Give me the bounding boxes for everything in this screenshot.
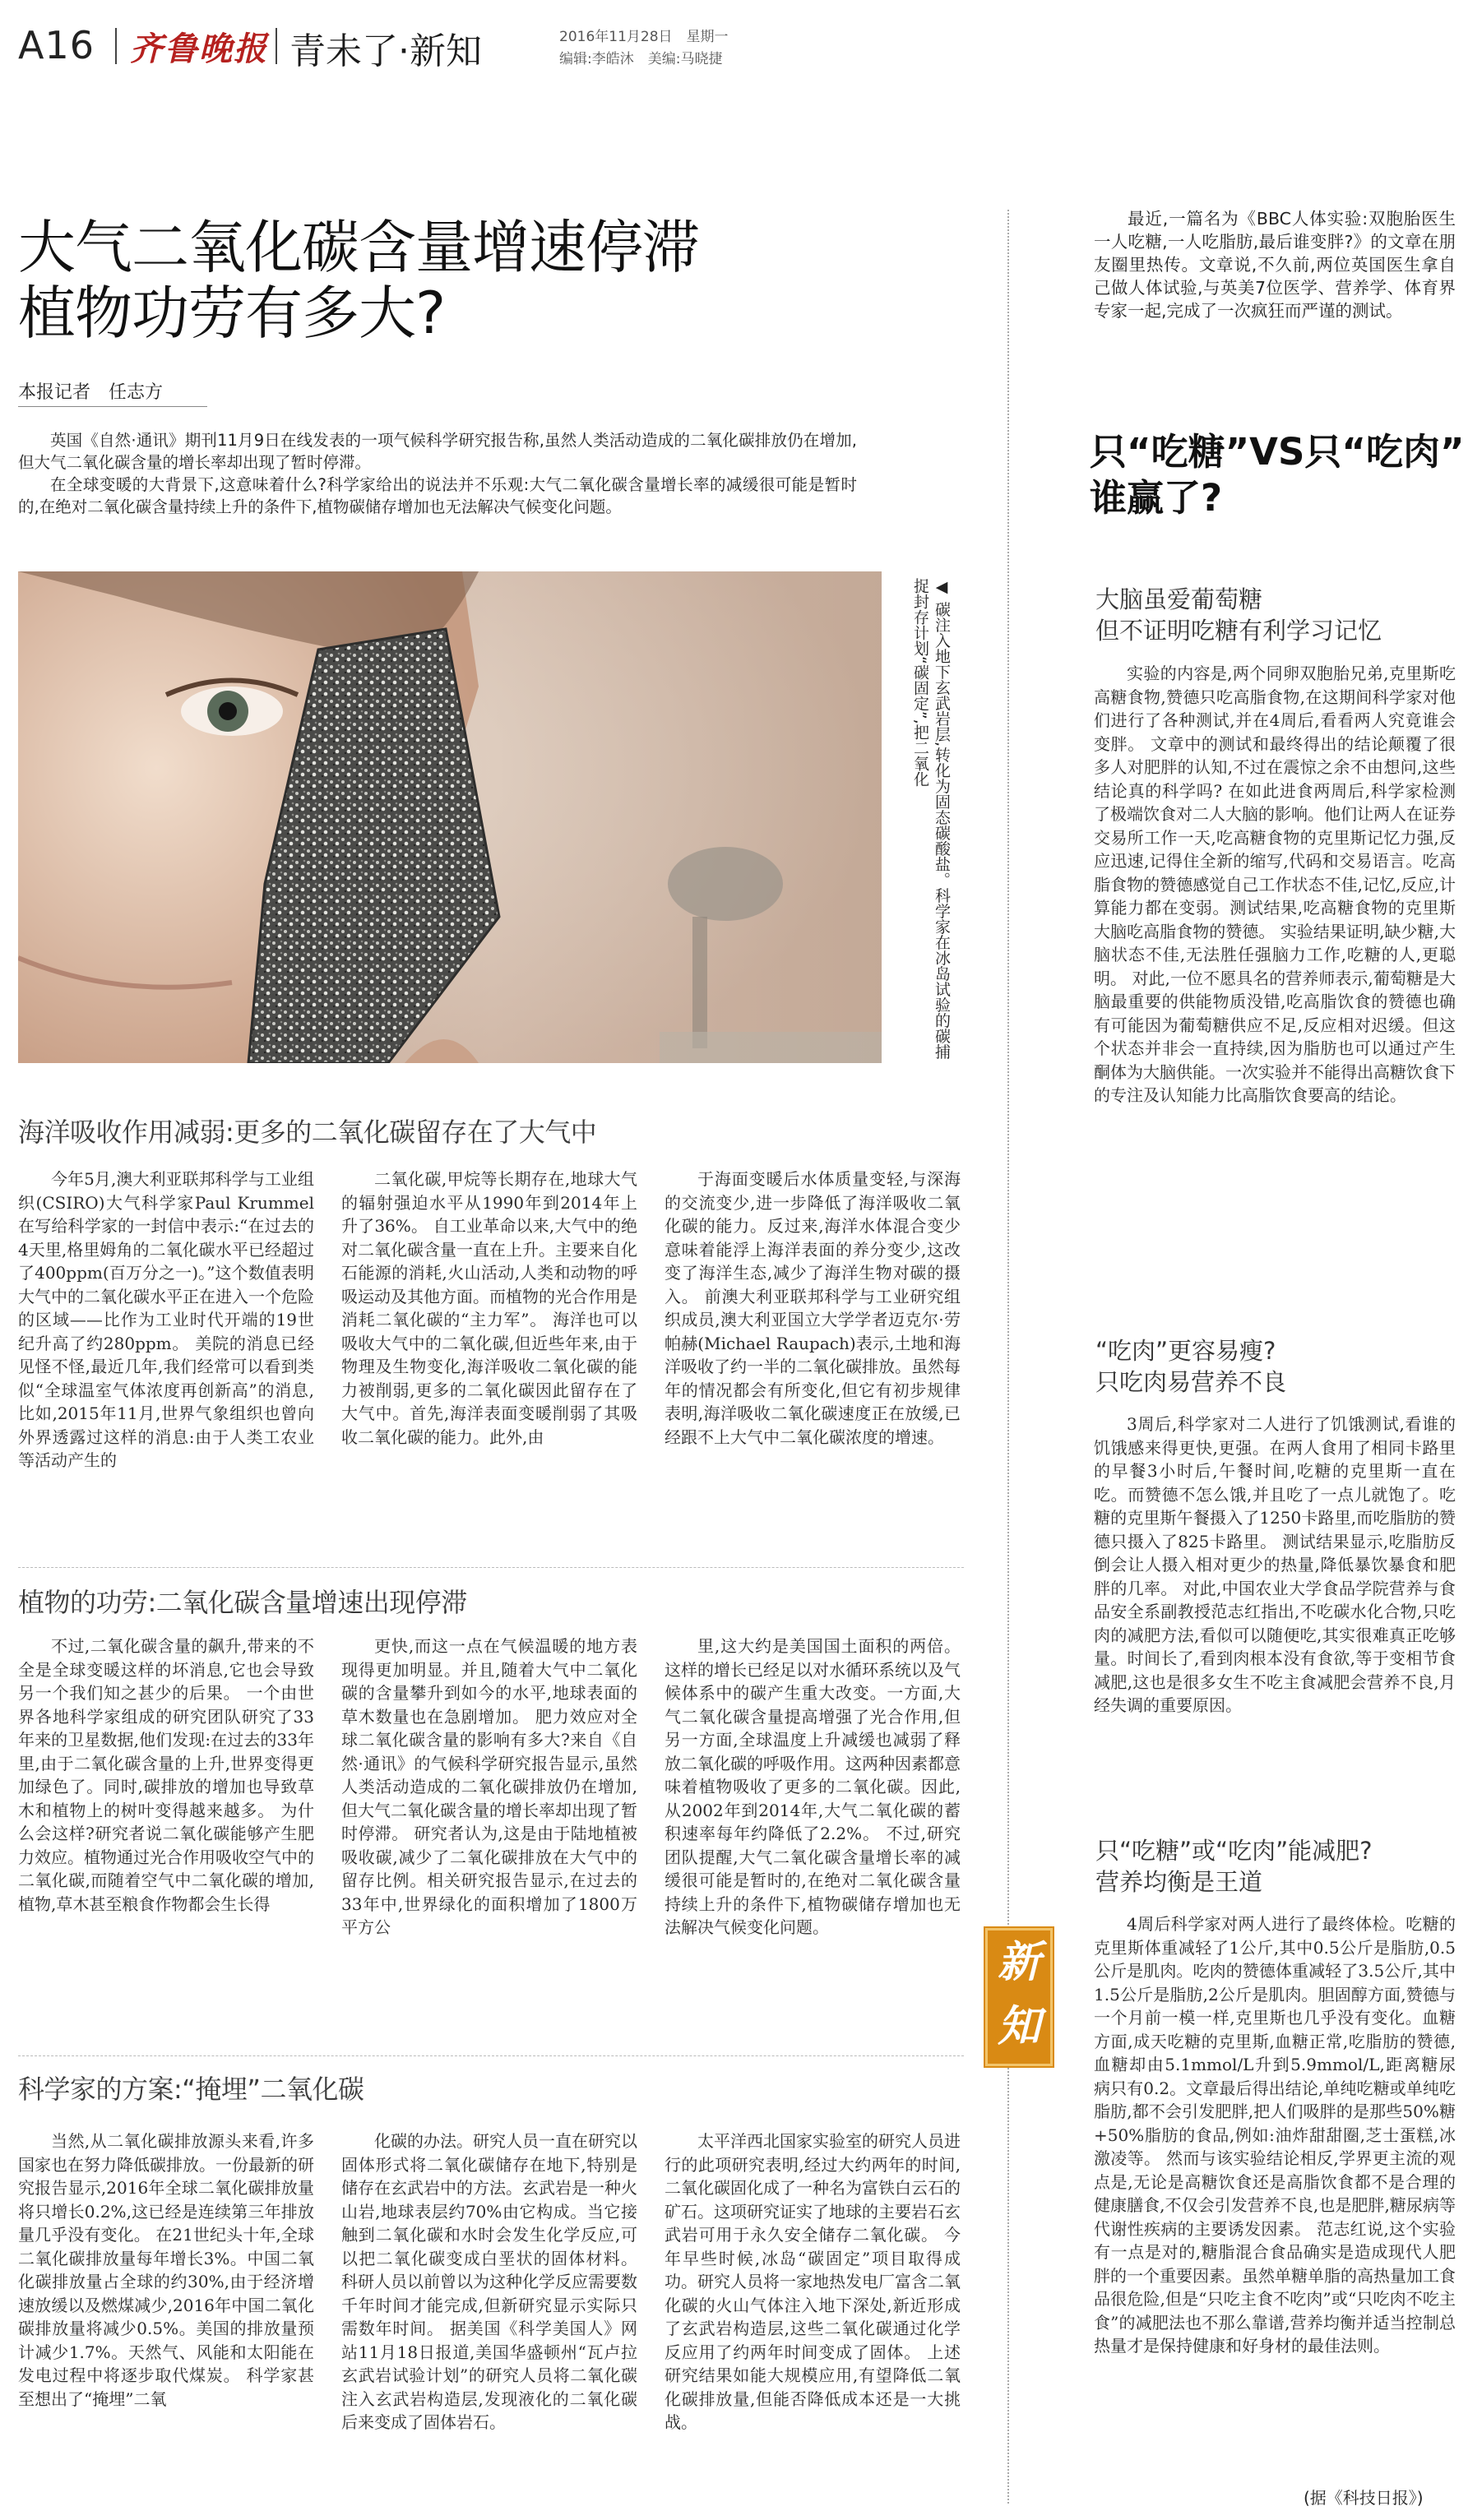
text-column [1094, 662, 1456, 1328]
paragraph: 当然,从二氧化碳排放源头来看,许多国家也在努力降低碳排放。一份最新的研究报告显示,2016年全球二氧化碳排放量将只增长0.2%,这已经是连续第三年排放量几乎没有变化。 在21世纪头十年,全球二氧化碳排放量每年增长3%。中国二氧化碳排放量占全球的约30%,由于经济增速放缓以及燃煤减少,2016年中国二氧化碳排放量将减少0.5%。美国的排放量预计减少1.7%。天然气、风能和太阳能在发电过程中将逐步取代煤炭。 科学家甚至想出了“掩埋”二氧 [18, 2131, 314, 2409]
subheading-line: 只“吃糖”或“吃肉”能减肥? [1095, 1837, 1373, 1865]
subheading-line: 大脑虽爱葡萄糖 [1095, 585, 1263, 613]
lead-paragraph: 英国《自然·通讯》期刊11月9日在线发表的一项气候科学研究报告称,虽然人类活动造成的二氧化碳排放仍在增加,但大气二氧化碳含量的增长率却出现了暂时停滞。 [18, 431, 857, 472]
section-rule [18, 2055, 964, 2056]
text-column [1094, 1413, 1456, 1824]
paragraph: 4周后科学家对两人进行了最终体检。吃糖的克里斯体重减轻了1公斤,其中0.5公斤是脂肪,0.5公斤是肌肉。吃肉的赞德体重减轻了3.5公斤,其中1.5公斤是脂肪,2公斤是肌肉。胆固醇方面,赞德与一个月前一模一样,克里斯也几乎没有变化。血糖方面,成天吃糖的克里斯,血糖正常,吃脂肪的赞德,血糖却由5.1mmol/L升到5.9mmol/L,距离糖尿病只有0.2。文章最后得出结论,单纯吃糖或单纯吃脂肪,都不会引发肥胖,把人们吸胖的是那些50%糖+50%脂肪的食品,例如:油炸甜甜圈,芝士蛋糕,冰激凌等。 然而与该实验结论相反,学界更主流的观点是,无论是高糖饮食还是高脂饮食都不是合理的健康膳食,不仅会引发营养不良,也是肥胖,糖尿病等代谢性疾病的主要诱发因素。 范志红说,这个实验有一点是对的,糖脂混合食品确实是造成现代人肥胖的一个重要因素。虽然单糖单脂的高热量加工食品很危险,但是“只吃主食不吃肉”或“只吃肉不吃主食”的减肥法也不那么靠谱,营养均衡并适当控制总热量才是保持健康和好身材的最佳法则。 [1094, 1914, 1456, 2356]
date-line: 2016年11月28日 星期一 [559, 29, 729, 45]
text-column [665, 1635, 961, 2041]
text-column [341, 2129, 637, 2499]
text-column [18, 1168, 314, 1546]
side-title-line2: 谁赢了? [1090, 476, 1223, 520]
subheading-line: 但不证明吃糖有利学习记忆 [1095, 617, 1382, 645]
source-credit: (据《科技日报》) [1304, 2488, 1424, 2508]
subheading [1095, 1335, 1286, 1398]
lead-paragraph: 在全球变暖的大背景下,这意味着什么?科学家给出的说法并不乐观:大气二氧化碳含量增长率的减缓很可能是暂时的,在绝对二氧化碳含量持续上升的条件下,植物碳储存增加也无法解决气候变化问题。 [18, 475, 857, 516]
caption-text: 碳注入地下玄武岩层,转化为固态碳酸盐。科学家在冰岛试验的碳捕捉封存计划“碳固定”,把二氧化 [911, 578, 951, 1060]
paragraph: 太平洋西北国家实验室的研究人员进行的此项研究表明,经过大约两年的时间,二氧化碳固化成了一种名为富铁白云石的矿石。这项研究证实了地球的主要岩石玄武岩可用于永久安全储存二氧化碳。 今年早些时候,冰岛“碳固定”项目取得成功。研究人员将一家地热发电厂富含二氧化碳的火山气体注入地下深处,新近形成了玄武岩构造层,这些二氧化碳通过化学反应用了约两年时间变成了固体。 上述研究结果如能大规模应用,有望降低二氧化碳排放量,但能否降低成本还是一大挑战。 [665, 2131, 961, 2432]
section-heading: 海洋吸收作用减弱:更多的二氧化碳留存在了大气中 [18, 1117, 597, 1148]
header-divider [276, 28, 277, 64]
article-photo [18, 571, 882, 1063]
paragraph: 化碳的办法。研究人员一直在研究以固体形式将二氧化碳储存在地下,特别是储存在玄武岩中的方法。玄武岩是一种火山岩,地球表层约70%由它构成。当它接触到二氧化碳和水时会发生化学反应,可以把二氧化碳变成白垩状的固体材料。 科研人员以前曾以为这种化学反应需要数千年时间才能完成,但新研究显示实际只需数年时间。 据美国《科学美国人》网站11月18日报道,美国华盛顿州“瓦卢拉玄武岩试验计划”的研究人员将二氧化碳注入玄武岩构造层,发现液化的二氧化碳后来变成了固体岩石。 [341, 2131, 637, 2432]
paragraph: 于海面变暖后水体质量变轻,与深海的交流变少,进一步降低了海洋吸收二氧化碳的能力。反过来,海洋水体混合变少意味着能浮上海洋表面的养分变少,这改变了海洋生态,减少了海洋生物对碳的摄入。 前澳大利亚联邦科学与工业研究组织成员,澳大利亚国立大学学者迈克尔·劳帕赫(Michael Raupach)表示,土地和海洋吸收了约一半的二氧化碳排放。虽然每年的情况都会有所变化,但它有初步规律表明,海洋吸收二氧化碳速度正在放缓,已经跟不上大气中二氧化碳浓度的增速。 [665, 1169, 961, 1447]
lead-paragraphs [18, 429, 857, 518]
section-badge [985, 1928, 1053, 2066]
subheading [1095, 1835, 1373, 1898]
text-column [341, 1635, 637, 2041]
paragraph: 实验的内容是,两个同卵双胞胎兄弟,克里斯吃高糖食物,赞德只吃高脂食物,在这期间科学家对他们进行了各种测试,并在4周后,看看两人究竟谁会变胖。 文章中的测试和最终得出的结论颠覆了很多人对肥胖的认知,不过在震惊之余不由想问,这些结论真的科学吗? 在如此进食两周后,科学家检测了极端饮食对二人大脑的影响。他们让两人在证券交易所工作一天,吃高糖食物的克里斯记忆力强,反应迅速,记得住全新的缩写,代码和交易语言。吃高脂食物的赞德感觉自己工作状态不佳,记忆,反应,计算能力都在变弱。测试结果,吃高糖食物的克里斯大脑吃高脂食物的赞德。 实验结果证明,缺少糖,大脑状态不佳,无法胜任强脑力工作,吃糖的人,更聪明。 对此,一位不愿具名的营养师表示,葡萄糖是大脑最重要的供能物质没错,吃高脂饮食的赞德也确有可能因为葡萄糖供应不足,反应相对迟缓。但这个状态并非会一直持续,因为脂肪也可以通过产生酮体为大脑供能。一次实验并不能得出高糖饮食下的专注及认知能力比高脂饮食要高的结论。 [1094, 664, 1456, 1105]
paragraph: 里,这大约是美国国土面积的两倍。这样的增长已经足以对水循环系统以及气候体系中的碳产生重大改变。一方面,大气二氧化碳含量提高增强了光合作用,但另一方面,全球温度上升减缓也减弱了释放二氧化碳的呼吸作用。这两种因素都意味着植物吸收了更多的二氧化碳。因此,从2002年到2014年,大气二氧化碳的蓄积速率每年约降低了2.2%。 不过,研究团队提醒,大气二氧化碳含量增长率的减缓很可能是暂时的,在绝对二氧化碳含量持续上升的条件下,植物碳储存增加也无法解决气候变化问题。 [665, 1636, 961, 1937]
paragraph: 更快,而这一点在气候温暖的地方表现得更加明显。并且,随着大气中二氧化碳的含量攀升到如今的水平,地球表面的草木数量也在急剧增加。 肥力效应对全球二氧化碳含量的影响有多大?来自《自然·通讯》的气候科学研究报告显示,虽然人类活动造成的二氧化碳排放仍在增加,但大气二氧化碳含量的增长率却出现了暂时停滞。 研究者认为,这是由于陆地植被吸收碳,减少了二氧化碳排放在大气中的留存比例。相关研究报告显示,在过去的33年中,世界绿化的面积增加了1800万平方公 [341, 1636, 637, 1937]
text-column [665, 2129, 961, 2499]
section-heading: 植物的功劳:二氧化碳含量增速出现停滞 [18, 1587, 467, 1618]
paragraph: 二氧化碳,甲烷等长期存在,地球大气的辐射强迫水平从1990年到2014年上升了36%。 自工业革命以来,大气中的绝对二氧化碳含量一直在上升。主要来自化石能源的消耗,火山活动,人类和动物的呼吸运动及其他方面。而植物的光合作用是消耗二氧化碳的“主力军”。 海洋也可以吸收大气中的二氧化碳,但近些年来,由于物理及生物变化,海洋吸收二氧化碳的能力被削弱,更多的二氧化碳因此留存在了大气中。首先,海洋表面变暖削弱了其吸收二氧化碳的能力。此外,由 [341, 1169, 637, 1447]
subheading-line: 只吃肉易营养不良 [1095, 1368, 1287, 1396]
badge-char: 知 [997, 2002, 1040, 2051]
photo-illustration [18, 571, 882, 1063]
editor-line: 编辑:李皓沐 美编:马晓捷 [559, 51, 723, 67]
subheading-line: 营养均衡是王道 [1095, 1868, 1263, 1896]
text-column [665, 1168, 961, 1546]
side-title-line1: 只“吃糖”VS只“吃肉” [1090, 430, 1465, 474]
paragraph: 今年5月,澳大利亚联邦科学与工业组织(CSIRO)大气科学家Paul Krummel在写给科学家的一封信中表示:“在过去的4天里,格里姆角的二氧化碳水平已经超过了400ppm(百万分之一)。”这个数值表明大气中的二氧化碳水平正在进入一个危险的区域——比作为工业时代开端的19世纪升高了约280ppm。 美院的消息已经见怪不怪,最近几年,我们经常可以看到类似“全球温室气体浓度再创新高”的消息,比如,2015年11月,世界气象组织也曾向外界透露过这样的消息:由于人类工农业等活动产生的 [18, 1169, 314, 1470]
photo-caption [903, 578, 952, 1071]
subheading-line: “吃肉”更容易瘦? [1095, 1337, 1276, 1365]
section-rule [18, 1567, 964, 1568]
column-separator [1007, 210, 1009, 2504]
article-title-line2: 植物功劳有多大? [18, 280, 446, 347]
paragraph: 3周后,科学家对二人进行了饥饿测试,看谁的饥饿感来得更快,更强。在两人食用了相同卡路里的早餐3小时后,午餐时间,吃糖的克里斯一直在吃。而赞德不怎么饿,并且吃了一点儿就饱了。吃糖的克里斯午餐摄入了1250卡路里,而吃脂肪的赞德只摄入了825卡路里。 测试结果显示,吃脂肪反倒会让人摄入相对更少的热量,降低暴饮暴食和肥胖的几率。 对此,中国农业大学食品学院营养与食品安全系副教授范志红指出,不吃碳水化合物,只吃肉的减肥方法,看似可以随便吃,其实很难真正吃够量。时间长了,看到肉根本没有食欲,等于变相节食减肥,这也是很多女生不吃主食减肥会营养不良,月经失调的重要原因。 [1094, 1414, 1456, 1715]
paragraph: 不过,二氧化碳含量的飙升,带来的不全是全球变暖这样的坏消息,它也会导致另一个我们知之甚少的后果。 一个由世界各地科学家组成的研究团队研究了33年来的卫星数据,他们发现:在过去的33年里,由于二氧化碳含量的上升,世界变得更加绿色了。同时,碳排放的增加也导致草木和植物上的树叶变得越来越多。 为什么会这样?研究者说二氧化碳能够产生肥力效应。植物通过光合作用吸收空气中的二氧化碳,而随着空气中二氧化碳的增加,植物,草木甚至粮食作物都会生长得 [18, 1636, 314, 1914]
text-column [1094, 1912, 1456, 2480]
section-heading: 科学家的方案:“掩埋”二氧化碳 [18, 2074, 364, 2105]
text-column [341, 1168, 637, 1546]
brand-logo: 齐鲁晚报 [130, 30, 268, 68]
side-intro: 最近,一篇名为《BBC人体实验:双胞胎医生一人吃糖,一人吃脂肪,最后谁变胖?》的文章在朋友圈里热传。文章说,不久前,两位英国医生拿自己做人体试验,与英美7位医学、营养学、体育界专家一起,完成了一次疯狂而严谨的测试。 [1094, 209, 1456, 321]
byline: 本报记者 任志方 [18, 382, 164, 403]
page-number: A16 [18, 23, 95, 67]
byline-rule [18, 406, 207, 407]
section-title: 青未了·新知 [289, 30, 482, 72]
article-title-line1: 大气二氧化碳含量增速停滞 [18, 214, 699, 281]
caption-arrow-icon: ◀ [933, 578, 951, 602]
text-column [18, 1635, 314, 2041]
subheading [1095, 584, 1382, 646]
header-divider [115, 28, 117, 64]
badge-char: 新 [997, 1938, 1040, 1987]
text-column [18, 2129, 314, 2499]
